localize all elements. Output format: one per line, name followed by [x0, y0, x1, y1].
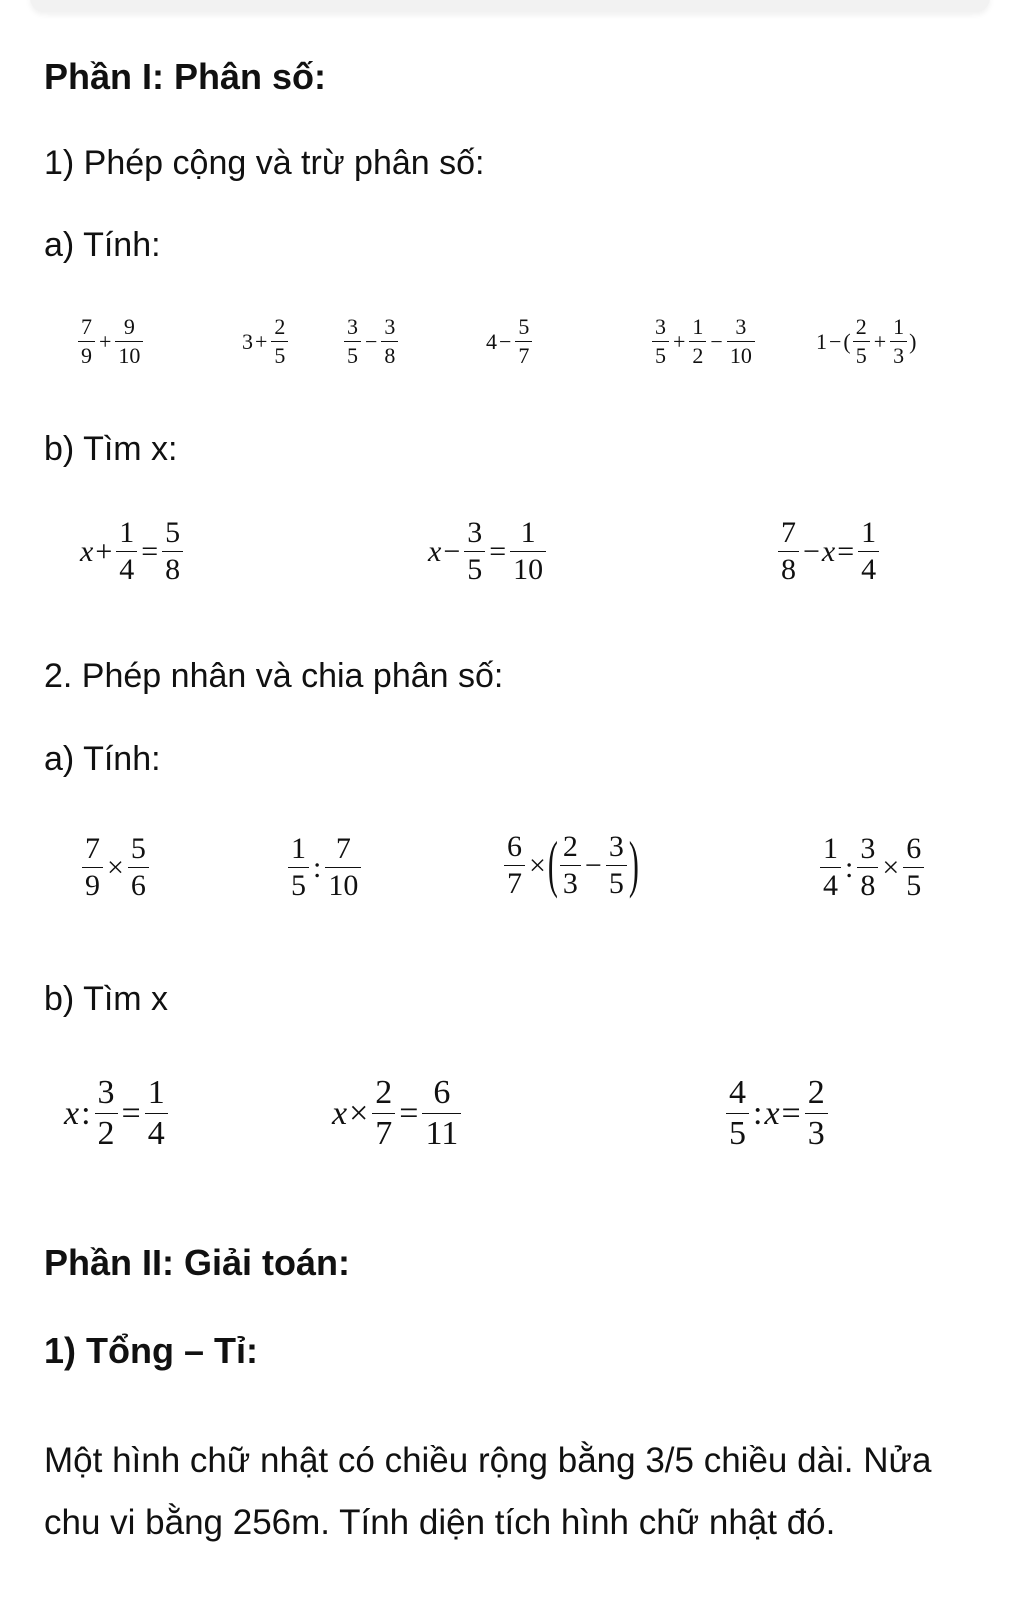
section2-title: 2. Phép nhân và chia phân số: [44, 657, 504, 695]
expr-1a-1: $\frac{7}{9}$ + $\frac{9}{10}$ [76, 316, 145, 367]
section1-title: 1) Phép cộng và trừ phân số: [44, 144, 485, 182]
part2-title: Phần II: Giải toán: [44, 1242, 351, 1283]
expr-1a-4: 4 − $\frac{5}{7}$ [486, 316, 534, 367]
expr-1a-3: $\frac{3}{5}$ − $\frac{3}{8}$ [342, 316, 400, 367]
problem-text: Một hình chữ nhật có chiều rộng bằng 3/5 chiều dài. Nửa chu vi bằng 256m. Tính diện tích hình chữ nhật đó. [44, 1441, 932, 1542]
section1-b-label: b) Tìm x: [44, 430, 178, 468]
section2-b-label: b) Tìm x [44, 980, 169, 1018]
expr-2a-4: $\frac{1}{4}$ : $\frac{3}{8}$ × $\frac{6}{5}$ [818, 834, 926, 901]
expr-1a-6: 1 − ( $\frac{2}{5}$ + $\frac{1}{3}$ ) [816, 314, 917, 368]
part2-section1-title: 1) Tổng – Tỉ: [44, 1330, 258, 1371]
expr-2a-3: $\frac{6}{7}$ × ( $\frac{2}{3}$ − $\frac{3}{5}$ ) [502, 832, 639, 899]
expr-2a-1: $\frac{7}{9}$ × $\frac{5}{6}$ [80, 834, 151, 901]
section1-a-label: a) Tính: [44, 226, 161, 264]
expr-2b-2: x × $\frac{2}{7}$ = $\frac{6}{11}$ [332, 1076, 463, 1151]
expr-1b-3: $\frac{7}{8}$ − x = $\frac{1}{4}$ [776, 518, 881, 585]
expr-2b-1: x : $\frac{3}{2}$ = $\frac{1}{4}$ [64, 1076, 170, 1151]
section2-a-label: a) Tính: [44, 740, 161, 778]
expr-1a-2: 3 + $\frac{2}{5}$ [242, 316, 290, 367]
expr-1a-5: $\frac{3}{5}$ + $\frac{1}{2}$ − $\frac{3}{10}$ [650, 316, 757, 367]
expr-1b-2: x − $\frac{3}{5}$ = $\frac{1}{10}$ [428, 518, 548, 585]
top-bar [30, 0, 990, 12]
part1-title: Phần I: Phân số: [44, 56, 327, 97]
expr-2b-3: $\frac{4}{5}$ : x = $\frac{2}{3}$ [724, 1076, 830, 1151]
expr-1b-1: x + $\frac{1}{4}$ = $\frac{5}{8}$ [80, 518, 185, 585]
expr-2a-2: $\frac{1}{5}$ : $\frac{7}{10}$ [286, 834, 363, 901]
